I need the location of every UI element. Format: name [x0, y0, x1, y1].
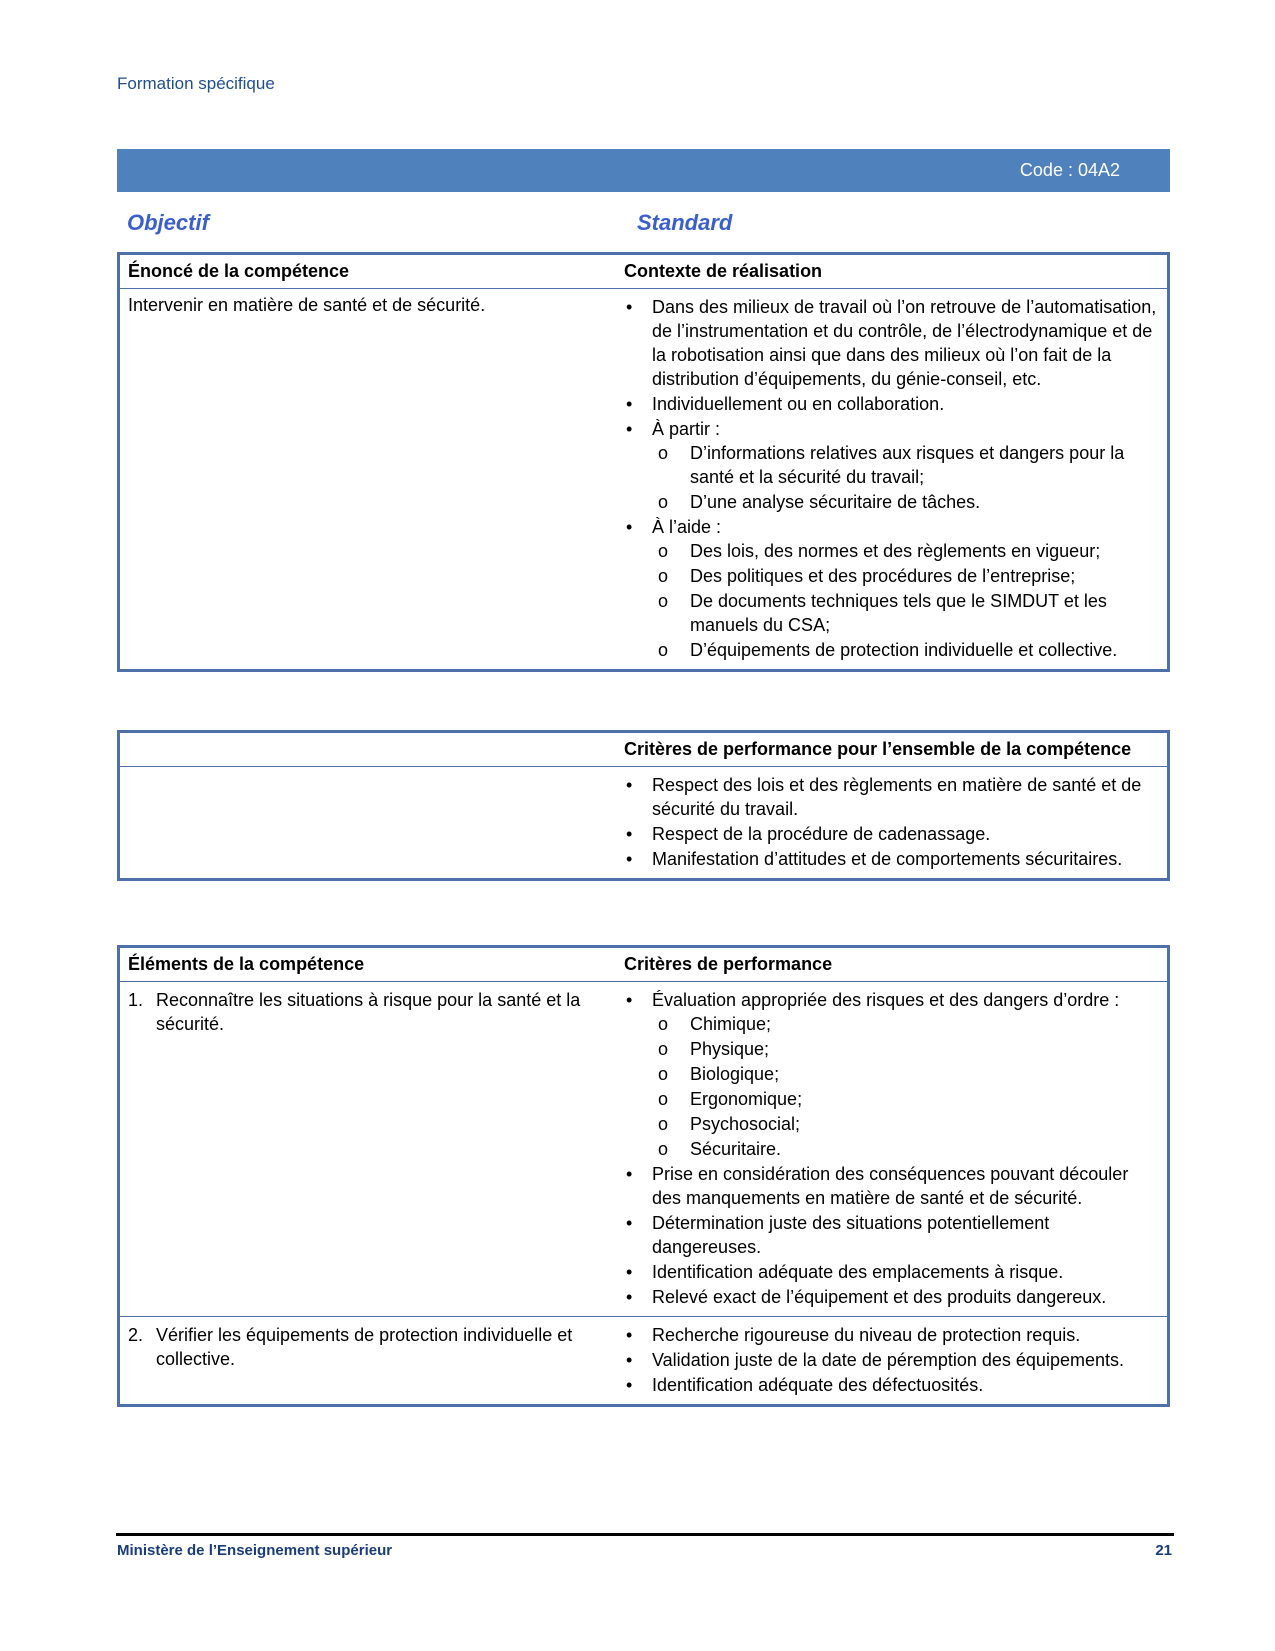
sub-list-item: o De documents techniques tels que le SIMDUT et les manuels du CSA; — [690, 589, 1159, 637]
list-item: • Dans des milieux de travail où l’on retrouve de l’automatisation, de l’instrumentation et du contrôle, de l’électrodynamique et de la robotisation ainsi que dans des milieux où l’on fait de la distribution d’équipements, du génie-conseil, etc. — [652, 295, 1159, 391]
overall-criteria-header: Critères de performance pour l’ensemble de la compétence — [616, 732, 1169, 767]
list-item: • Respect de la procédure de cadenassage. — [652, 822, 1159, 846]
page-number: 21 — [1155, 1542, 1172, 1559]
list-item — [652, 988, 1159, 1161]
footer-rule — [116, 1533, 1174, 1536]
criteria-cell — [616, 1317, 1169, 1406]
standard-label: Standard — [637, 210, 733, 235]
contexte-header: Contexte de réalisation — [616, 254, 1169, 289]
list-item-label: À l’aide : — [652, 517, 722, 537]
sub-list-item: o Chimique; — [690, 1012, 1159, 1036]
sub-list-item: o D’informations relatives aux risques et dangers pour la santé et la sécurité du travail; — [690, 441, 1159, 489]
element-item — [128, 988, 608, 1036]
list-item: • Recherche rigoureuse du niveau de protection requis. — [652, 1323, 1159, 1347]
elements-table — [117, 945, 1170, 1407]
code-band — [117, 149, 1170, 192]
list-item-label: À partir : — [652, 419, 721, 439]
element-number: 2. — [128, 1325, 144, 1345]
section-labels — [127, 210, 1167, 240]
overall-criteria-cell — [616, 767, 1169, 880]
sub-list-item: o Psychosocial; — [690, 1112, 1159, 1136]
element-text: Vérifier les équipements de protection individuelle et collective. — [156, 1325, 573, 1369]
sub-list-item: o Des politiques et des procédures de l’entreprise; — [690, 564, 1159, 588]
objectif-label: Objectif — [127, 210, 209, 235]
list-item: • Prise en considération des conséquences pouvant découler des manquements en matière de santé et de sécurité. — [652, 1162, 1159, 1210]
criteria-header: Critères de performance — [616, 947, 1169, 982]
enonce-header: Énoncé de la compétence — [119, 254, 617, 289]
sub-list-item: o Ergonomique; — [690, 1087, 1159, 1111]
page-footer — [117, 1542, 1172, 1559]
list-item: • Manifestation d’attitudes et de comportements sécuritaires. — [652, 847, 1159, 871]
list-item-label: Évaluation appropriée des risques et des dangers d’ordre : — [652, 990, 1120, 1010]
sub-list-item: o Physique; — [690, 1037, 1159, 1061]
element-cell — [119, 1317, 617, 1406]
element-item — [128, 1323, 608, 1371]
competency-code: Code : 04A2 — [1019, 160, 1120, 180]
sub-list — [652, 1012, 1159, 1161]
contexte-list — [624, 295, 1159, 662]
sub-list — [652, 441, 1159, 514]
sub-list — [652, 539, 1159, 662]
criteria-cell — [616, 982, 1169, 1317]
contexte-cell — [616, 289, 1169, 671]
page-header: Formation spécifique — [117, 74, 275, 93]
competency-table — [117, 252, 1170, 672]
list-item: • Détermination juste des situations potentiellement dangereuses. — [652, 1211, 1159, 1259]
criteria-list — [624, 988, 1159, 1309]
list-item: • Identification adéquate des défectuosités. — [652, 1373, 1159, 1397]
overall-criteria-table — [117, 730, 1170, 881]
sub-list-item: o D’une analyse sécuritaire de tâches. — [690, 490, 1159, 514]
element-cell — [119, 982, 617, 1317]
sub-list-item: o Des lois, des normes et des règlements en vigueur; — [690, 539, 1159, 563]
overall-criteria-list — [624, 773, 1159, 871]
sub-list-item: o Sécuritaire. — [690, 1137, 1159, 1161]
element-text: Reconnaître les situations à risque pour la santé et la sécurité. — [156, 990, 581, 1034]
enonce-text: Intervenir en matière de santé et de sécurité. — [128, 295, 486, 315]
list-item — [652, 515, 1159, 662]
list-item: • Validation juste de la date de péremption des équipements. — [652, 1348, 1159, 1372]
list-item: • Respect des lois et des règlements en matière de santé et de sécurité du travail. — [652, 773, 1159, 821]
list-item: • Individuellement ou en collaboration. — [652, 392, 1159, 416]
element-number: 1. — [128, 990, 144, 1010]
elements-header: Éléments de la compétence — [119, 947, 617, 982]
footer-ministry: Ministère de l’Enseignement supérieur — [117, 1542, 393, 1559]
sub-list-item: o D’équipements de protection individuelle et collective. — [690, 638, 1159, 662]
list-item — [652, 417, 1159, 514]
sub-list-item: o Biologique; — [690, 1062, 1159, 1086]
criteria-list — [624, 1323, 1159, 1397]
list-item: • Identification adéquate des emplacements à risque. — [652, 1260, 1159, 1284]
list-item: • Relevé exact de l’équipement et des produits dangereux. — [652, 1285, 1159, 1309]
